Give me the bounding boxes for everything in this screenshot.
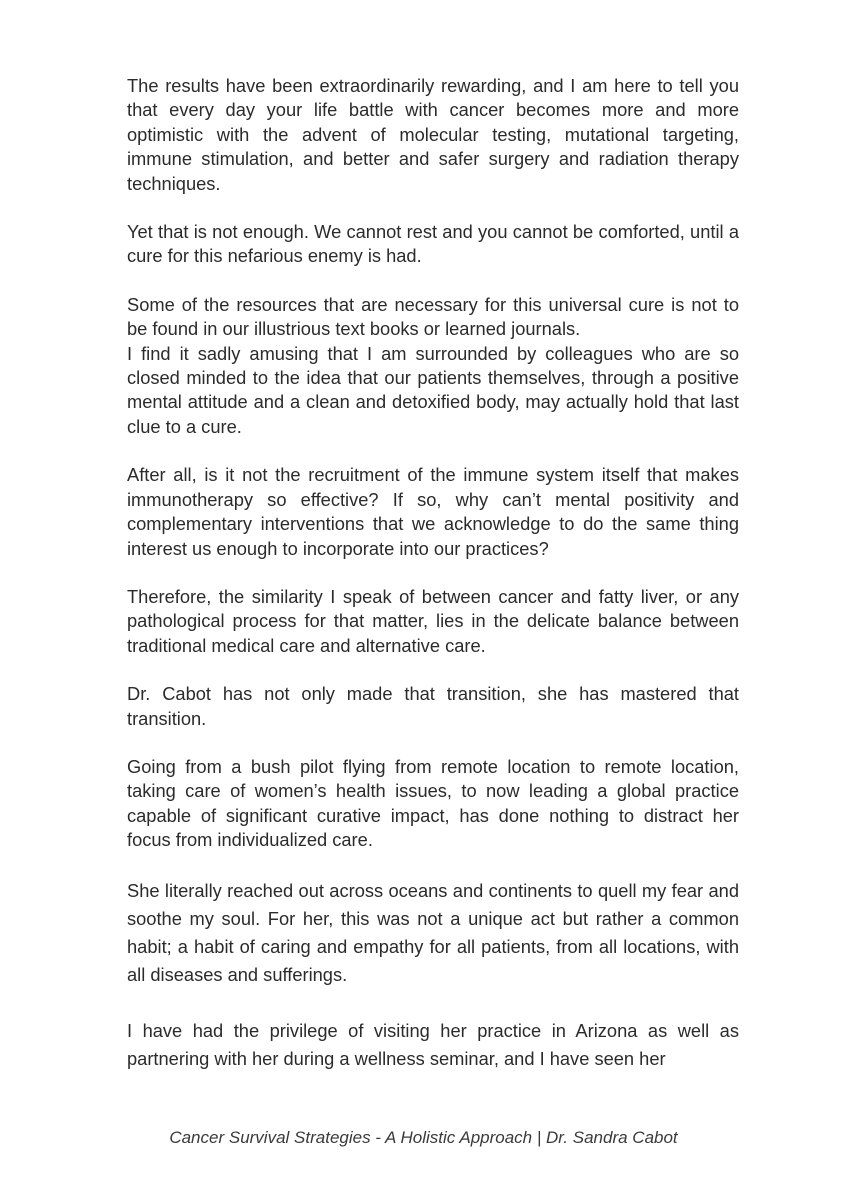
paragraph-8: Going from a bush pilot flying from remote location to remote location, taking care of women’s health issues, to now leading a global practice capable of significant curative impact, has done nothing to distract her focus from individualized care. bbox=[127, 755, 739, 851]
paragraph-3: Some of the resources that are necessary for this universal cure is not to be found in our illustrious text books or learned journals. bbox=[127, 293, 739, 340]
paragraph-6: Therefore, the similarity I speak of between cancer and fatty liver, or any pathological process for that matter, lies in the delicate balance between traditional medical care and alternative care. bbox=[127, 585, 739, 656]
paragraph-2: Yet that is not enough. We cannot rest and you cannot be comforted, until a cure for this nefarious enemy is had. bbox=[127, 221, 739, 267]
page-body bbox=[127, 74, 739, 1073]
paragraph-4: I find it sadly amusing that I am surrounded by colleagues who are so closed minded to the idea that our patients themselves, through a positive mental attitude and a clean and detoxified body, may actually hold that last clue to a cure. bbox=[127, 342, 739, 437]
paragraph-7: Dr. Cabot has not only made that transition, she has mastered that transition. bbox=[127, 683, 739, 729]
paragraph-5: After all, is it not the recruitment of the immune system itself that makes immunotherapy so effective? If so, why can’t mental positivity and complementary interventions that we acknowledge to do the same thing interest us enough to incorporate into our practices? bbox=[127, 464, 739, 559]
paragraph-9: She literally reached out across oceans and continents to quell my fear and soothe my soul. For her, this was not a unique act but rather a common habit; a habit of caring and empathy for all patients, from all locations, with all diseases and sufferings. bbox=[127, 879, 739, 985]
page-footer: Cancer Survival Strategies - A Holistic Approach | Dr. Sandra Cabot bbox=[169, 1128, 678, 1147]
paragraph-1: The results have been extraordinarily rewarding, and I am here to tell you that every day your life battle with cancer becomes more and more optimistic with the advent of molecular testing, mutational targeting, immune stimulation, and better and safer surgery and radiation therapy techniques. bbox=[127, 75, 739, 194]
paragraph-10: I have had the privilege of visiting her practice in Arizona as well as partnering with her during a wellness seminar, and I have seen her bbox=[127, 1019, 739, 1069]
